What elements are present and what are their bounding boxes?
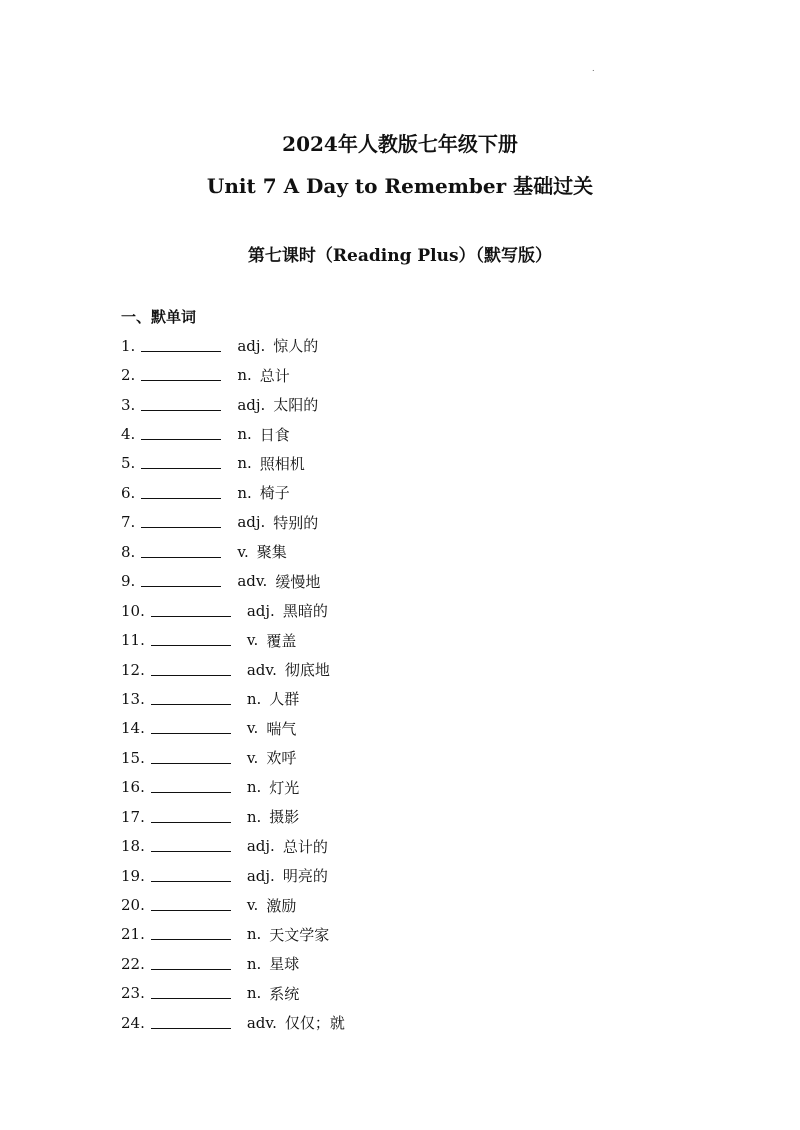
item-number: 12. — [121, 660, 145, 679]
chinese-meaning: 总计的 — [282, 837, 328, 856]
item-number: 21. — [121, 925, 145, 944]
part-of-speech: n. — [237, 454, 252, 473]
answer-blank[interactable] — [151, 997, 231, 999]
answer-blank[interactable] — [151, 909, 231, 911]
chinese-meaning: 喘气 — [266, 719, 297, 738]
part-of-speech: n. — [246, 984, 262, 1003]
answer-blank[interactable] — [141, 350, 221, 352]
item-number: 9. — [121, 572, 136, 591]
vocab-item — [121, 979, 345, 1008]
item-number: 24. — [121, 1013, 145, 1032]
part-of-speech: v. — [246, 896, 259, 915]
answer-blank[interactable] — [141, 379, 221, 381]
answer-blank[interactable] — [141, 585, 221, 587]
answer-blank[interactable] — [141, 467, 221, 469]
chinese-meaning: 黑暗的 — [282, 602, 328, 621]
answer-blank[interactable] — [151, 968, 231, 970]
item-number: 6. — [121, 483, 136, 502]
part-of-speech: v. — [237, 542, 249, 561]
vocab-item — [121, 743, 345, 772]
vocab-item — [121, 1008, 345, 1037]
vocab-item — [121, 478, 345, 507]
chinese-meaning: 照相机 — [259, 454, 305, 473]
item-number: 20. — [121, 896, 145, 915]
corner-dot: . — [592, 64, 595, 73]
vocab-item — [121, 773, 345, 802]
chinese-meaning: 总计 — [259, 366, 290, 385]
part-of-speech: n. — [237, 425, 252, 444]
answer-blank[interactable] — [151, 644, 231, 646]
item-number: 8. — [121, 542, 136, 561]
vocab-item — [121, 890, 345, 919]
answer-blank[interactable] — [151, 1027, 231, 1029]
part-of-speech: adv. — [246, 660, 277, 679]
part-of-speech: adv. — [246, 1013, 277, 1032]
item-number: 18. — [121, 837, 145, 856]
part-of-speech: n. — [246, 807, 262, 826]
vocab-item — [121, 625, 345, 654]
answer-blank[interactable] — [151, 791, 231, 793]
vocab-item — [121, 360, 345, 389]
vocab-item — [121, 331, 345, 360]
item-number: 11. — [121, 631, 145, 650]
answer-blank[interactable] — [151, 615, 231, 617]
chinese-meaning: 椅子 — [259, 484, 290, 503]
chinese-meaning: 欢呼 — [266, 749, 297, 768]
lesson-subtitle: 第七课时（Reading Plus）（默写版） — [247, 246, 553, 266]
chinese-meaning: 灯光 — [269, 778, 300, 797]
document-title: 2024年人教版七年级下册 — [282, 132, 518, 156]
answer-blank[interactable] — [141, 497, 221, 499]
part-of-speech: n. — [246, 689, 262, 708]
chinese-meaning: 人群 — [269, 690, 300, 709]
item-number: 14. — [121, 719, 145, 738]
chinese-meaning: 星球 — [269, 955, 300, 974]
item-number: 4. — [121, 425, 136, 444]
chinese-meaning: 覆盖 — [266, 631, 297, 650]
vocab-item — [121, 390, 345, 419]
part-of-speech: adj. — [246, 837, 275, 856]
chinese-meaning: 天文学家 — [269, 925, 330, 944]
answer-blank[interactable] — [151, 850, 231, 852]
part-of-speech: adj. — [246, 866, 275, 885]
part-of-speech: n. — [237, 366, 252, 385]
chinese-meaning: 彻底地 — [284, 661, 330, 680]
part-of-speech: v. — [246, 719, 259, 738]
part-of-speech: adj. — [237, 395, 266, 414]
item-number: 17. — [121, 807, 145, 826]
answer-blank[interactable] — [151, 674, 231, 676]
vocab-item — [121, 508, 345, 537]
chinese-meaning: 太阳的 — [273, 396, 319, 415]
vocab-item — [121, 419, 345, 448]
vocab-item — [121, 920, 345, 949]
vocab-item — [121, 684, 345, 713]
vocab-item — [121, 949, 345, 978]
answer-blank[interactable] — [141, 526, 221, 528]
vocab-item — [121, 449, 345, 478]
vocab-item — [121, 596, 345, 625]
chinese-meaning: 仅仅；就 — [284, 1014, 345, 1033]
item-number: 13. — [121, 689, 145, 708]
item-number: 10. — [121, 601, 145, 620]
chinese-meaning: 日食 — [259, 425, 290, 444]
item-number: 23. — [121, 984, 145, 1003]
vocab-item — [121, 655, 345, 684]
part-of-speech: n. — [246, 778, 262, 797]
vocab-item — [121, 802, 345, 831]
chinese-meaning: 缓慢地 — [275, 572, 321, 591]
chinese-meaning: 明亮的 — [282, 867, 328, 886]
answer-blank[interactable] — [151, 938, 231, 940]
answer-blank[interactable] — [141, 438, 221, 440]
vocab-item — [121, 861, 345, 890]
chinese-meaning: 系统 — [269, 984, 300, 1003]
vocab-item — [121, 831, 345, 860]
answer-blank[interactable] — [151, 762, 231, 764]
part-of-speech: v. — [246, 748, 259, 767]
answer-blank[interactable] — [141, 556, 221, 558]
part-of-speech: n. — [246, 925, 262, 944]
part-of-speech: v. — [246, 631, 259, 650]
item-number: 7. — [121, 513, 136, 532]
item-number: 19. — [121, 866, 145, 885]
item-number: 15. — [121, 748, 145, 767]
part-of-speech: adj. — [246, 601, 275, 620]
chinese-meaning: 聚集 — [256, 543, 287, 562]
chinese-meaning: 特别的 — [273, 513, 319, 532]
item-number: 1. — [121, 336, 136, 355]
chinese-meaning: 激励 — [266, 896, 297, 915]
chinese-meaning: 惊人的 — [273, 337, 319, 356]
section-heading: 一、默单词 — [121, 308, 197, 326]
unit-title: Unit 7 A Day to Remember 基础过关 — [206, 174, 594, 198]
answer-blank[interactable] — [141, 409, 221, 411]
part-of-speech: adj. — [237, 513, 266, 532]
item-number: 16. — [121, 778, 145, 797]
answer-blank[interactable] — [151, 880, 231, 882]
chinese-meaning: 摄影 — [269, 808, 300, 827]
part-of-speech: n. — [237, 483, 252, 502]
part-of-speech: adv. — [237, 572, 268, 591]
item-number: 5. — [121, 454, 136, 473]
part-of-speech: adj. — [237, 336, 266, 355]
answer-blank[interactable] — [151, 821, 231, 823]
vocab-item — [121, 567, 345, 596]
item-number: 2. — [121, 366, 136, 385]
answer-blank[interactable] — [151, 703, 231, 705]
item-number: 3. — [121, 395, 136, 414]
part-of-speech: n. — [246, 954, 262, 973]
vocab-list — [121, 331, 345, 1038]
vocab-item — [121, 714, 345, 743]
item-number: 22. — [121, 954, 145, 973]
answer-blank[interactable] — [151, 732, 231, 734]
vocab-item — [121, 537, 345, 566]
